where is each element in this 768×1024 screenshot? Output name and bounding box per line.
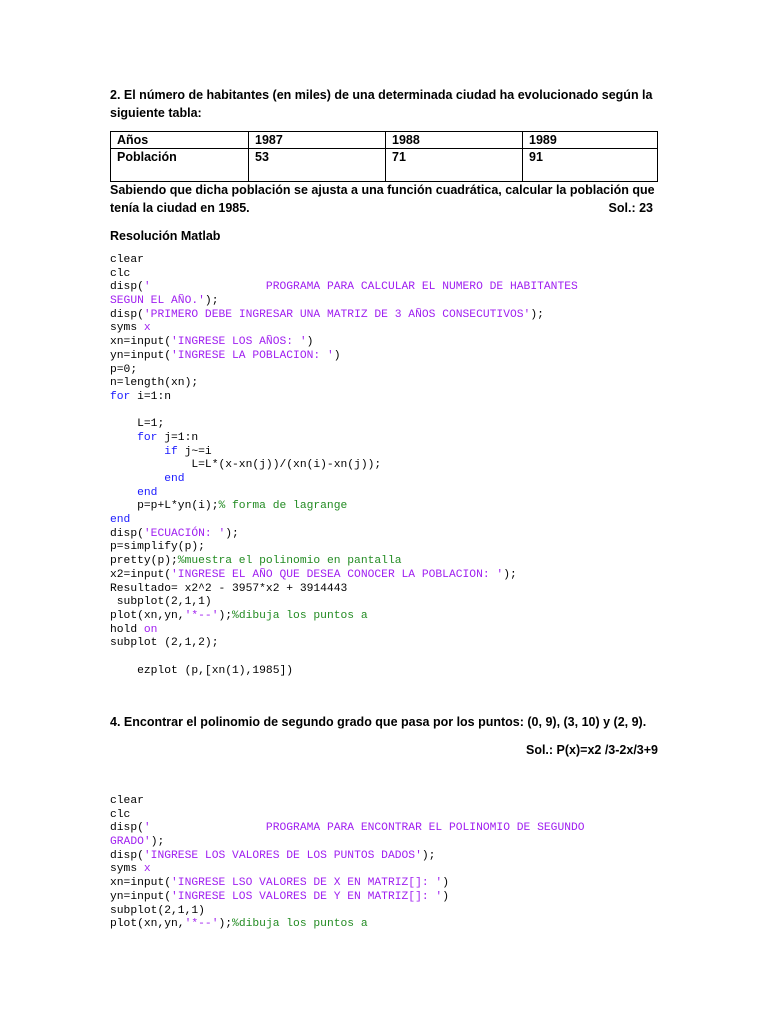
code-line bbox=[110, 795, 585, 809]
code-line bbox=[110, 569, 578, 583]
table-cell: Población bbox=[111, 149, 249, 182]
code-token: for bbox=[137, 431, 158, 444]
problem-2-line-1: 2. El número de habitantes (en miles) de una determinada ciudad ha evolucionado según la bbox=[110, 88, 653, 102]
code-token: %dibuja los puntos a bbox=[232, 609, 368, 622]
code-token: yn=input( bbox=[110, 349, 172, 362]
code-token: plot(xn,yn, bbox=[110, 918, 185, 931]
code-line bbox=[110, 555, 578, 569]
table-cell: 91 bbox=[523, 149, 658, 182]
code-token: L=1; bbox=[110, 418, 165, 431]
code-token: 'INGRESE LOS VALORES DE LOS PUNTOS DADOS' bbox=[143, 849, 422, 862]
table-row bbox=[111, 149, 658, 182]
code-token: disp( bbox=[110, 308, 144, 321]
code-token: ' PROGRAMA PARA CALCULAR EL NUMERO DE HABITANTES bbox=[143, 281, 578, 294]
code-token: clear bbox=[110, 795, 144, 807]
code-token bbox=[110, 432, 137, 444]
code-line bbox=[110, 541, 578, 555]
problem-2-line-2: siguiente tabla: bbox=[110, 106, 202, 120]
code-token: ); bbox=[421, 849, 436, 862]
code-token: '*--' bbox=[184, 609, 219, 622]
code-token: ) bbox=[442, 890, 449, 903]
code-line bbox=[110, 309, 578, 323]
code-token bbox=[110, 473, 164, 485]
code-line bbox=[110, 446, 578, 460]
code-token: 'INGRESE LA POBLACION: ' bbox=[171, 349, 334, 362]
code-line bbox=[110, 624, 578, 638]
code-token: xn=input( bbox=[110, 877, 172, 890]
resolution-heading: Resolución Matlab bbox=[110, 229, 221, 243]
code-line bbox=[110, 473, 578, 487]
code-line bbox=[110, 432, 578, 446]
code-line bbox=[110, 364, 578, 378]
code-token: 'PRIMERO DEBE INGRESAR UNA MATRIZ DE 3 AÑOS CONSECUTIVOS' bbox=[143, 308, 531, 321]
code-line bbox=[110, 377, 578, 391]
code-token: 'INGRESE LSO VALORES DE X EN MATRIZ[]: ' bbox=[171, 877, 443, 890]
code-token: %dibuja los puntos a bbox=[232, 918, 368, 931]
code-token: n=length(xn); bbox=[110, 377, 199, 390]
code-token: subplot(2,1,1) bbox=[110, 904, 205, 917]
code-token: ) bbox=[333, 349, 341, 362]
code-line bbox=[110, 254, 578, 268]
code-token: ); bbox=[225, 527, 239, 540]
statement-line-2: tenía la ciudad en 1985. bbox=[110, 201, 250, 215]
code-token: clc bbox=[110, 267, 131, 280]
code-token: p=0; bbox=[110, 363, 138, 376]
code-token: p=p+L*yn(i); bbox=[110, 500, 219, 513]
code-token: x bbox=[143, 863, 151, 876]
code-token: end bbox=[164, 473, 185, 485]
code-token: if bbox=[164, 445, 178, 458]
code-token: for bbox=[110, 390, 131, 403]
code-line bbox=[110, 891, 585, 905]
code-token: L=L*(x-xn(j))/(xn(i)-xn(j)); bbox=[110, 459, 382, 472]
code-line bbox=[110, 418, 578, 432]
code-line bbox=[110, 665, 578, 679]
code-token: ); bbox=[218, 918, 233, 931]
code-line bbox=[110, 487, 578, 501]
code-token: % forma de lagrange bbox=[218, 500, 348, 513]
table-header-row bbox=[111, 132, 658, 149]
code-line bbox=[110, 863, 585, 877]
code-token: hold bbox=[110, 623, 144, 636]
code-token: yn=input( bbox=[110, 890, 172, 903]
code-token: 'INGRESE LOS AÑOS: ' bbox=[171, 336, 307, 349]
statement-2 bbox=[110, 181, 658, 217]
code-token: clc bbox=[110, 808, 131, 821]
code-line bbox=[110, 809, 585, 823]
matlab-code-block-1 bbox=[110, 254, 578, 678]
code-line bbox=[110, 596, 578, 610]
code-token: ' PROGRAMA PARA ENCONTRAR EL POLINOMIO DE SEGUNDO bbox=[143, 822, 585, 835]
table-header-cell: 1987 bbox=[249, 132, 386, 149]
code-line bbox=[110, 322, 578, 336]
code-line bbox=[110, 918, 585, 932]
code-line bbox=[110, 350, 578, 364]
code-token: disp( bbox=[110, 527, 144, 540]
code-token: Resultado= x2^2 - 3957*x2 + 3914443 bbox=[110, 582, 348, 595]
code-token: 'ECUACIÓN: ' bbox=[143, 527, 226, 540]
code-token: ) bbox=[442, 877, 449, 890]
matlab-code-block-2 bbox=[110, 795, 585, 932]
code-token: clear bbox=[110, 254, 144, 266]
table-cell: 53 bbox=[249, 149, 386, 182]
code-token: subplot(2,1,1) bbox=[110, 596, 212, 609]
code-token: end bbox=[137, 486, 158, 499]
code-token: ezplot (p,[xn(1),1985]) bbox=[110, 664, 294, 677]
problem-4-text: 4. Encontrar el polinomio de segundo grado que pasa por los puntos: (0, 9), (3, 10) y (2, 9). bbox=[110, 715, 647, 729]
code-token: xn=input( bbox=[110, 336, 172, 349]
code-line bbox=[110, 336, 578, 350]
code-token: disp( bbox=[110, 822, 144, 835]
code-token: ); bbox=[150, 836, 165, 849]
code-line bbox=[110, 610, 578, 624]
code-token: disp( bbox=[110, 281, 144, 294]
code-token: 'INGRESE LOS VALORES DE Y EN MATRIZ[]: ' bbox=[171, 890, 443, 903]
code-token: GRADO' bbox=[110, 836, 151, 849]
code-line bbox=[110, 405, 578, 419]
table-header-cell: 1988 bbox=[386, 132, 523, 149]
code-token: ) bbox=[306, 336, 314, 349]
code-token: syms bbox=[110, 863, 144, 876]
statement-line-1: Sabiendo que dicha población se ajusta a una función cuadrática, calcular la población que bbox=[110, 183, 655, 197]
code-line bbox=[110, 905, 585, 919]
code-token: ); bbox=[503, 568, 517, 581]
code-line bbox=[110, 514, 578, 528]
code-token: i=1:n bbox=[130, 390, 172, 403]
code-token: '*--' bbox=[184, 918, 219, 931]
table-header-cell: 1989 bbox=[523, 132, 658, 149]
code-line bbox=[110, 459, 578, 473]
code-line bbox=[110, 637, 578, 651]
code-token: syms bbox=[110, 322, 144, 335]
code-token: j~=i bbox=[177, 445, 212, 458]
table-cell: 71 bbox=[386, 149, 523, 182]
code-line bbox=[110, 850, 585, 864]
code-token: ); bbox=[218, 609, 233, 622]
code-line bbox=[110, 583, 578, 597]
code-token bbox=[110, 446, 164, 458]
code-token: plot(xn,yn, bbox=[110, 609, 185, 622]
code-token: SEGUN EL AÑO.' bbox=[110, 295, 205, 308]
code-token: ); bbox=[204, 295, 219, 308]
code-token: subplot (2,1,2); bbox=[110, 637, 219, 650]
population-table bbox=[110, 131, 658, 182]
code-token: ); bbox=[530, 308, 544, 321]
code-token: j=1:n bbox=[157, 431, 199, 444]
code-token: x2=input( bbox=[110, 568, 172, 581]
code-token: disp( bbox=[110, 849, 144, 862]
code-line bbox=[110, 877, 585, 891]
code-line bbox=[110, 822, 585, 836]
code-token: x bbox=[143, 322, 151, 335]
solution-2: Sol.: 23 bbox=[608, 201, 653, 215]
table-header-cell: Años bbox=[111, 132, 249, 149]
code-line bbox=[110, 836, 585, 850]
code-line bbox=[110, 500, 578, 514]
code-token: %muestra el polinomio en pantalla bbox=[177, 555, 402, 568]
code-token bbox=[110, 487, 137, 499]
problem-2-text bbox=[110, 86, 658, 122]
code-line bbox=[110, 528, 578, 542]
code-token: end bbox=[110, 514, 131, 527]
code-line bbox=[110, 651, 578, 665]
code-line bbox=[110, 295, 578, 309]
code-token: p=simplify(p); bbox=[110, 541, 205, 554]
code-line bbox=[110, 268, 578, 282]
code-line bbox=[110, 391, 578, 405]
code-token: 'INGRESE EL AÑO QUE DESEA CONOCER LA POBLACION: ' bbox=[171, 568, 504, 581]
code-token: pretty(p); bbox=[110, 555, 178, 568]
solution-4: Sol.: P(x)=x2 /3-2x/3+9 bbox=[525, 743, 658, 757]
code-line bbox=[110, 281, 578, 295]
code-token: on bbox=[143, 623, 158, 636]
